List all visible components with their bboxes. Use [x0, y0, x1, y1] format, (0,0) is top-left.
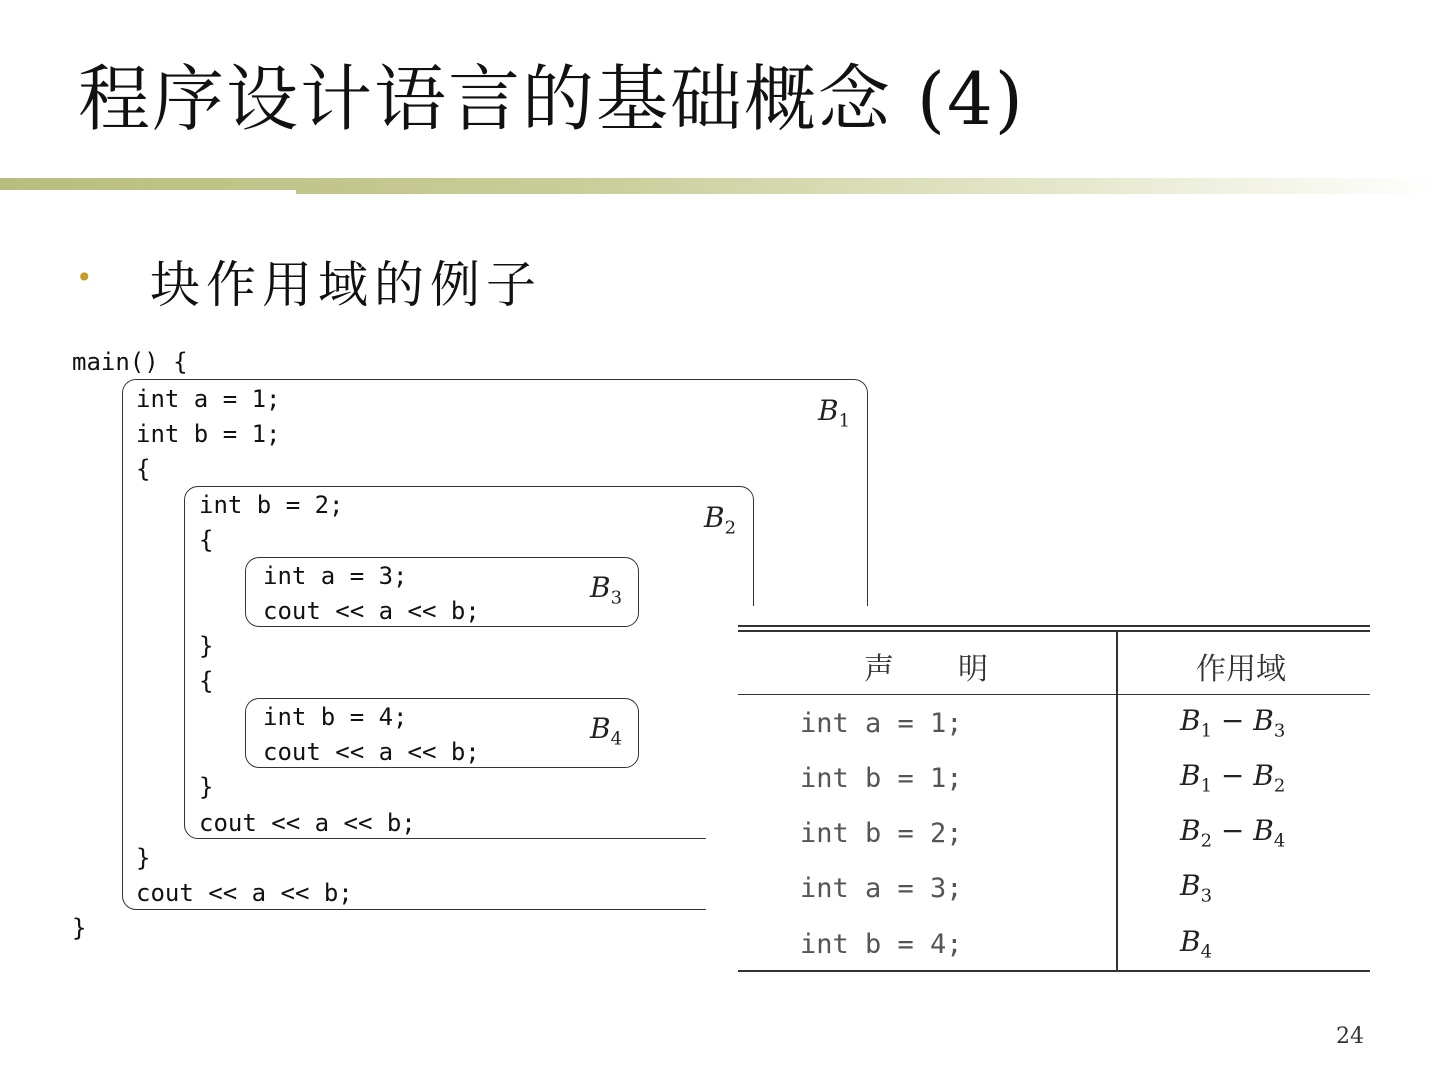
code-line: cout << a << b; — [263, 597, 480, 625]
code-line: cout << a << b; — [199, 809, 416, 837]
code-line: int b = 4; — [263, 703, 408, 731]
code-line: cout << a << b; — [136, 879, 353, 907]
table-cell-declaration: int b = 2; — [800, 818, 963, 849]
code-line: int a = 3; — [263, 562, 408, 590]
table-top-rule-2 — [738, 630, 1370, 632]
table-header-rule — [738, 694, 1370, 695]
table-top-rule-1 — [738, 625, 1370, 627]
label-b1: $B_1$ — [818, 394, 851, 432]
table-cell-declaration: int b = 4; — [800, 929, 963, 960]
table-header-declaration-2: 明 — [958, 652, 988, 687]
bullet-dot-icon: • — [76, 261, 93, 294]
code-line: } — [136, 844, 151, 872]
code-line: main() { — [72, 348, 188, 376]
table-cell-scope: $B_1 - B_2$ — [1180, 759, 1286, 797]
code-line: { — [136, 455, 151, 483]
table-cell-declaration: int a = 1; — [800, 708, 963, 739]
block-b2 — [184, 486, 754, 839]
table-cell-scope: $B_4$ — [1180, 925, 1213, 963]
table-cell-scope: $B_3$ — [1180, 869, 1213, 907]
code-line: int a = 1; — [136, 385, 281, 413]
code-line: } — [199, 632, 214, 660]
bullet-text: 块作用域的例子 — [150, 256, 542, 314]
table-cell-scope: $B_1 - B_3$ — [1180, 704, 1286, 742]
table-cell-scope: $B_2 - B_4$ — [1180, 814, 1286, 852]
title-underline-notch — [0, 190, 296, 194]
table-header-declaration-1: 声 — [864, 652, 894, 687]
table-header-scope: 作用域 — [1196, 652, 1286, 687]
table-bottom-rule — [738, 970, 1370, 972]
code-line: } — [199, 773, 214, 801]
code-line: int b = 2; — [199, 491, 344, 519]
code-line: } — [72, 914, 87, 942]
code-line: { — [199, 526, 214, 554]
table-cell-declaration: int a = 3; — [800, 873, 963, 904]
code-line: cout << a << b; — [263, 738, 480, 766]
label-b3: $B_3$ — [590, 571, 623, 609]
table-cell-declaration: int b = 1; — [800, 763, 963, 794]
slide-title: 程序设计语言的基础概念 (4) — [78, 57, 1025, 141]
code-line: { — [199, 667, 214, 695]
page-number: 24 — [1336, 1024, 1364, 1049]
label-b4: $B_4$ — [590, 712, 623, 750]
code-line: int b = 1; — [136, 420, 281, 448]
table-column-divider — [1116, 630, 1118, 971]
label-b2: $B_2$ — [704, 501, 737, 539]
